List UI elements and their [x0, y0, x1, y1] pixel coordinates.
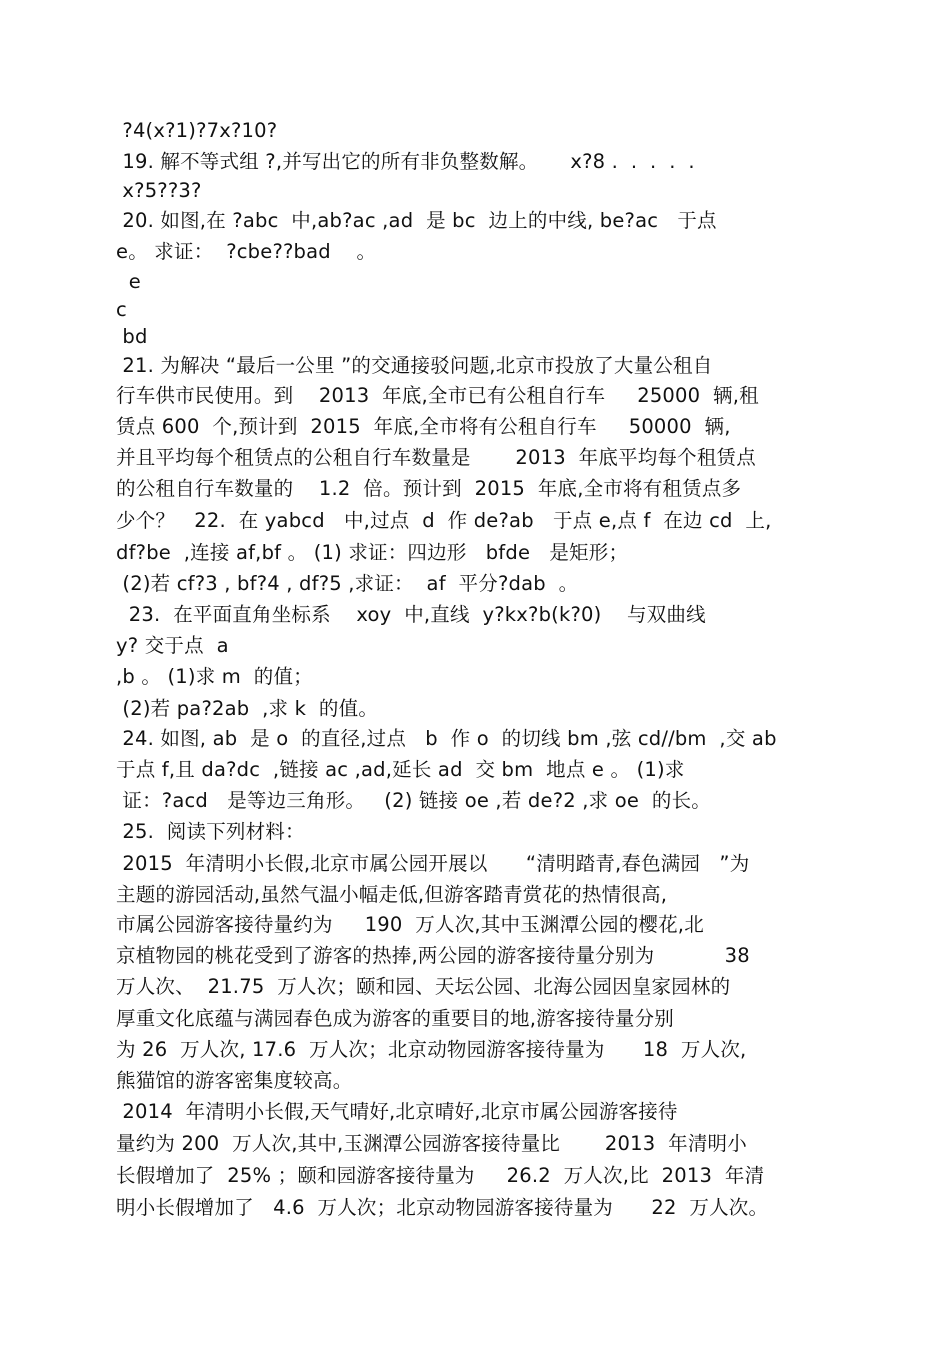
- text-line: e。 求证： ?cbe??bad 。: [116, 240, 377, 263]
- text-line: 少个？ 22. 在 yabcd 中,过点 d 作 de?ab 于点 e,点 f 在边 cd 上,: [116, 509, 772, 532]
- text-line: 20. 如图,在 ?abc 中,ab?ac ,ad 是 bc 边上的中线, be?ac 于点: [116, 209, 717, 232]
- text-line: (2)若 cf?3 , bf?4 , df?5 ,求证： af 平分?dab 。: [116, 572, 579, 595]
- text-line: 2015 年清明小长假,北京市属公园开展以 “清明踏青,春色满园 ”为: [116, 852, 750, 875]
- text-line: 证：?acd 是等边三角形。 (2) 链接 oe ,若 de?2 ,求 oe 的长。: [116, 789, 711, 812]
- text-line: 量约为 200 万人次,其中,玉渊潭公园游客接待量比 2013 年清明小: [116, 1132, 747, 1155]
- text-line: 市属公园游客接待量约为 190 万人次,其中玉渊潭公园的樱花,北: [116, 913, 704, 936]
- text-line: df?be ,连接 af,bf 。 (1) 求证：四边形 bfde 是矩形；: [116, 541, 629, 564]
- text-line: 19. 解不等式组 ?,并写出它的所有非负整数解。 x?8 . . . . .: [116, 150, 695, 173]
- text-line: 京植物园的桃花受到了游客的热捧,两公园的游客接待量分别为 38: [116, 944, 750, 967]
- text-line: ,b 。 (1)求 m 的值；: [116, 665, 313, 688]
- text-line: 明小长假增加了 4.6 万人次；北京动物园游客接待量为 22 万人次。: [116, 1196, 769, 1219]
- text-line: 2014 年清明小长假,天气晴好,北京晴好,北京市属公园游客接待: [116, 1100, 678, 1123]
- text-line: 24. 如图, ab 是 o 的直径,过点 b 作 o 的切线 bm ,弦 cd//bm ,交 ab: [116, 727, 777, 750]
- text-line: 万人次、 21.75 万人次；颐和园、天坛公园、北海公园因皇家园林的: [116, 975, 731, 998]
- text-line: (2)若 pa?2ab ,求 k 的值。: [116, 697, 379, 720]
- text-line: ?4(x?1)?7x?10?: [116, 119, 278, 142]
- text-line: y? 交于点 a: [116, 634, 229, 657]
- text-line: 21. 为解决 “最后一公里 ”的交通接驳问题,北京市投放了大量公租自: [116, 354, 713, 377]
- text-line: 并且平均每个租赁点的公租自行车数量是 2013 年底平均每个租赁点: [116, 446, 756, 469]
- text-line: 25. 阅读下列材料：: [116, 820, 305, 843]
- text-line: 于点 f,且 da?dc ,链接 ac ,ad,延长 ad 交 bm 地点 e 。 (1)求: [116, 758, 685, 781]
- figure-label: bd: [116, 325, 148, 348]
- text-line: x?5??3?: [116, 179, 202, 202]
- figure-label: c: [116, 298, 127, 321]
- text-line: 厚重文化底蕴与满园春色成为游客的重要目的地,游客接待量分别: [116, 1007, 674, 1030]
- text-line: 长假增加了 25% ；颐和园游客接待量为 26.2 万人次,比 2013 年清: [116, 1164, 765, 1187]
- text-line: 的公租自行车数量的 1.2 倍。预计到 2015 年底,全市将有租赁点多: [116, 477, 742, 500]
- text-line: 熊猫馆的游客密集度较高。: [116, 1069, 353, 1092]
- text-line: 23. 在平面直角坐标系 xoy 中,直线 y?kx?b(k?0) 与双曲线: [116, 603, 706, 626]
- text-line: 行车供市民使用。到 2013 年底,全市已有公租自行车 25000 辆,租: [116, 384, 759, 407]
- text-line: 赁点 600 个,预计到 2015 年底,全市将有公租自行车 50000 辆,: [116, 415, 731, 438]
- figure-label: e: [116, 270, 141, 293]
- text-line: 为 26 万人次, 17.6 万人次；北京动物园游客接待量为 18 万人次,: [116, 1038, 747, 1061]
- text-line: 主题的游园活动,虽然气温小幅走低,但游客踏青赏花的热情很高,: [116, 883, 668, 906]
